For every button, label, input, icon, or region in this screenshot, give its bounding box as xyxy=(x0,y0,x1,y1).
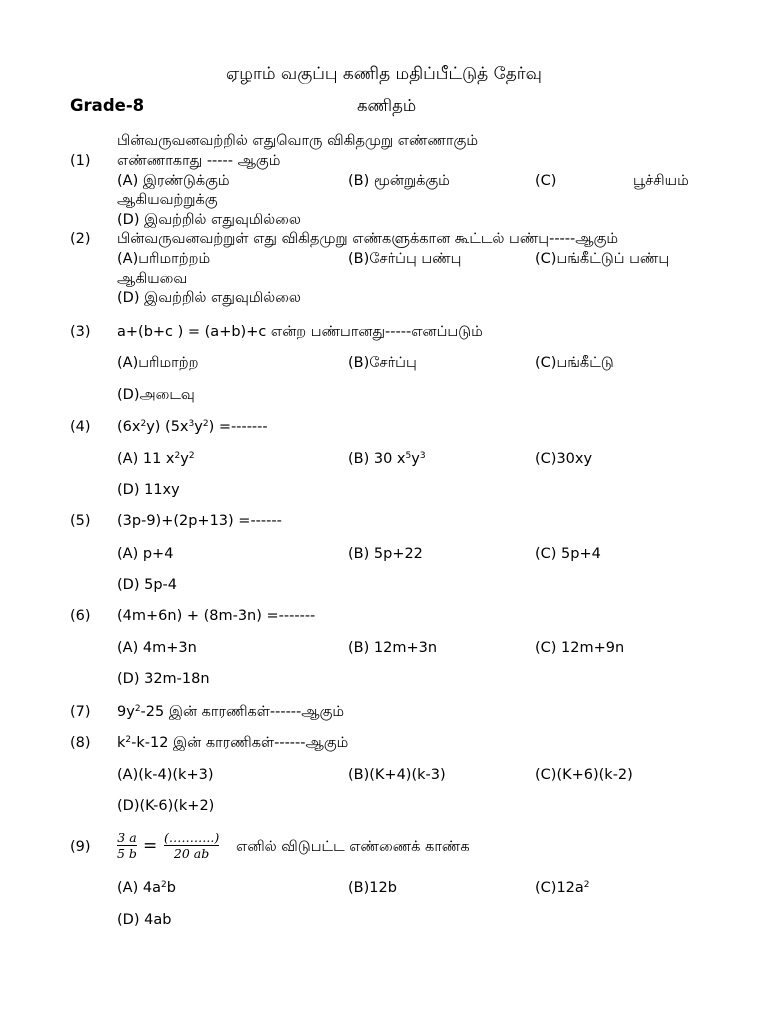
question-1-text-line-1: பின்வருவனவற்றில் எதுவொரு விகிதமுறு எண்ணாகும் xyxy=(117,133,478,149)
question-5-number: (5) xyxy=(70,513,91,529)
question-3-option-a: (A)பரிமாற்ற xyxy=(117,355,199,371)
question-6-text: (4m+6n) + (8m-3n) =------- xyxy=(117,608,316,624)
question-2-option-d: (D) இவற்றில் எதுவுமில்லை xyxy=(117,290,301,306)
question-9-fraction-left: 3 a 5 b xyxy=(117,830,137,861)
question-4-option-a: (A) 11 $x^2y^2$ xyxy=(117,451,195,467)
question-9-equals: = xyxy=(143,836,158,856)
question-8-option-d: (D)(K-6)(k+2) xyxy=(117,798,215,814)
grade-label: Grade-8 xyxy=(70,96,145,115)
question-1-text-line-2: எண்ணாகாது ----- ஆகும் xyxy=(117,153,281,169)
question-3-option-d: (D)அடைவு xyxy=(117,387,195,403)
question-2-number: (2) xyxy=(70,231,91,247)
question-1-option-c-text: பூச்சியம் xyxy=(633,173,689,189)
question-4-option-d: (D) 11xy xyxy=(117,482,180,498)
question-6-number: (6) xyxy=(70,608,91,624)
question-9-number: (9) xyxy=(70,839,91,855)
question-8-number: (8) xyxy=(70,735,91,751)
question-9-fraction-right: (………..) 20 ab xyxy=(164,830,220,861)
question-9-option-c: $(C)12a^2$ xyxy=(535,880,590,896)
question-4-option-c: (C)30xy xyxy=(535,451,593,467)
question-1-option-c-line-2: ஆகியவற்றுக்கு xyxy=(117,192,218,208)
question-7-text: $9y^2-25$ இன் காரணிகள்------ஆகும் xyxy=(117,704,345,720)
question-9-option-b: (B)12b xyxy=(348,880,397,896)
question-5-option-b: (B) 5p+22 xyxy=(348,546,423,562)
question-9-option-a: (A) $4a^2b$ xyxy=(117,880,176,896)
question-6-option-b: (B) 12m+3n xyxy=(348,640,438,656)
question-2-text: பின்வருவனவற்றுள் எது விகிதமுறு எண்களுக்கான கூட்டல் பண்பு-----ஆகும் xyxy=(117,231,619,247)
question-4-expression: $(6x^2y)$ $(5x^3y^2)$ =------- xyxy=(117,419,268,435)
question-6-option-d: (D) 32m-18n xyxy=(117,671,210,687)
question-5-text: (3p-9)+(2p+13) =------ xyxy=(117,513,282,529)
question-8-option-a: (A)(k-4)(k+3) xyxy=(117,767,214,783)
question-5-option-a: (A) p+4 xyxy=(117,546,174,562)
page-title: ஏழாம் வகுப்பு கணித மதிப்பீட்டுத் தேர்வு xyxy=(226,64,542,84)
question-8-option-b: (B)(K+4)(k-3) xyxy=(348,767,446,783)
subject-label: கணிதம் xyxy=(357,96,417,115)
question-3-option-c: (C)பங்கீட்டு xyxy=(535,355,614,371)
question-2-option-b: (B)சேர்ப்பு பண்பு xyxy=(348,251,462,267)
question-3-option-b: (B)சேர்ப்பு xyxy=(348,355,417,371)
question-8-text: $k^2-k-12$ இன் காரணிகள்------ஆகும் xyxy=(117,735,349,751)
question-5-option-d: (D) 5p-4 xyxy=(117,577,177,593)
question-8-option-c: (C)(K+6)(k-2) xyxy=(535,767,633,783)
question-4-number: (4) xyxy=(70,419,91,435)
question-1-option-d: (D) இவற்றில் எதுவுமில்லை xyxy=(117,212,301,228)
question-2-option-c-line-2: ஆகியவை xyxy=(117,271,188,287)
question-1-number: (1) xyxy=(70,153,91,169)
question-1-option-b: (B) மூன்றுக்கும் xyxy=(348,173,450,189)
question-5-option-c: (C) 5p+4 xyxy=(535,546,601,562)
question-6-option-c: (C) 12m+9n xyxy=(535,640,625,656)
question-9-option-d: (D) 4ab xyxy=(117,912,172,928)
question-6-option-a: (A) 4m+3n xyxy=(117,640,197,656)
question-3-number: (3) xyxy=(70,324,91,340)
question-4-option-b: (B) 30 $x^5y^3$ xyxy=(348,451,426,467)
question-1-option-c: (C) xyxy=(535,173,557,189)
question-9-text: எனில் விடுபட்ட எண்ணைக் காண்க xyxy=(236,839,470,855)
question-7-number: (7) xyxy=(70,704,91,720)
question-1-option-a: (A) இரண்டுக்கும் xyxy=(117,173,230,189)
question-2-option-a: (A)பரிமாற்றம் xyxy=(117,251,211,267)
question-2-option-c: (C)பங்கீட்டுப் பண்பு xyxy=(535,251,670,267)
question-3-text: a+(b+c ) = (a+b)+c என்ற பண்பானது-----எனப்படும் xyxy=(117,324,483,340)
